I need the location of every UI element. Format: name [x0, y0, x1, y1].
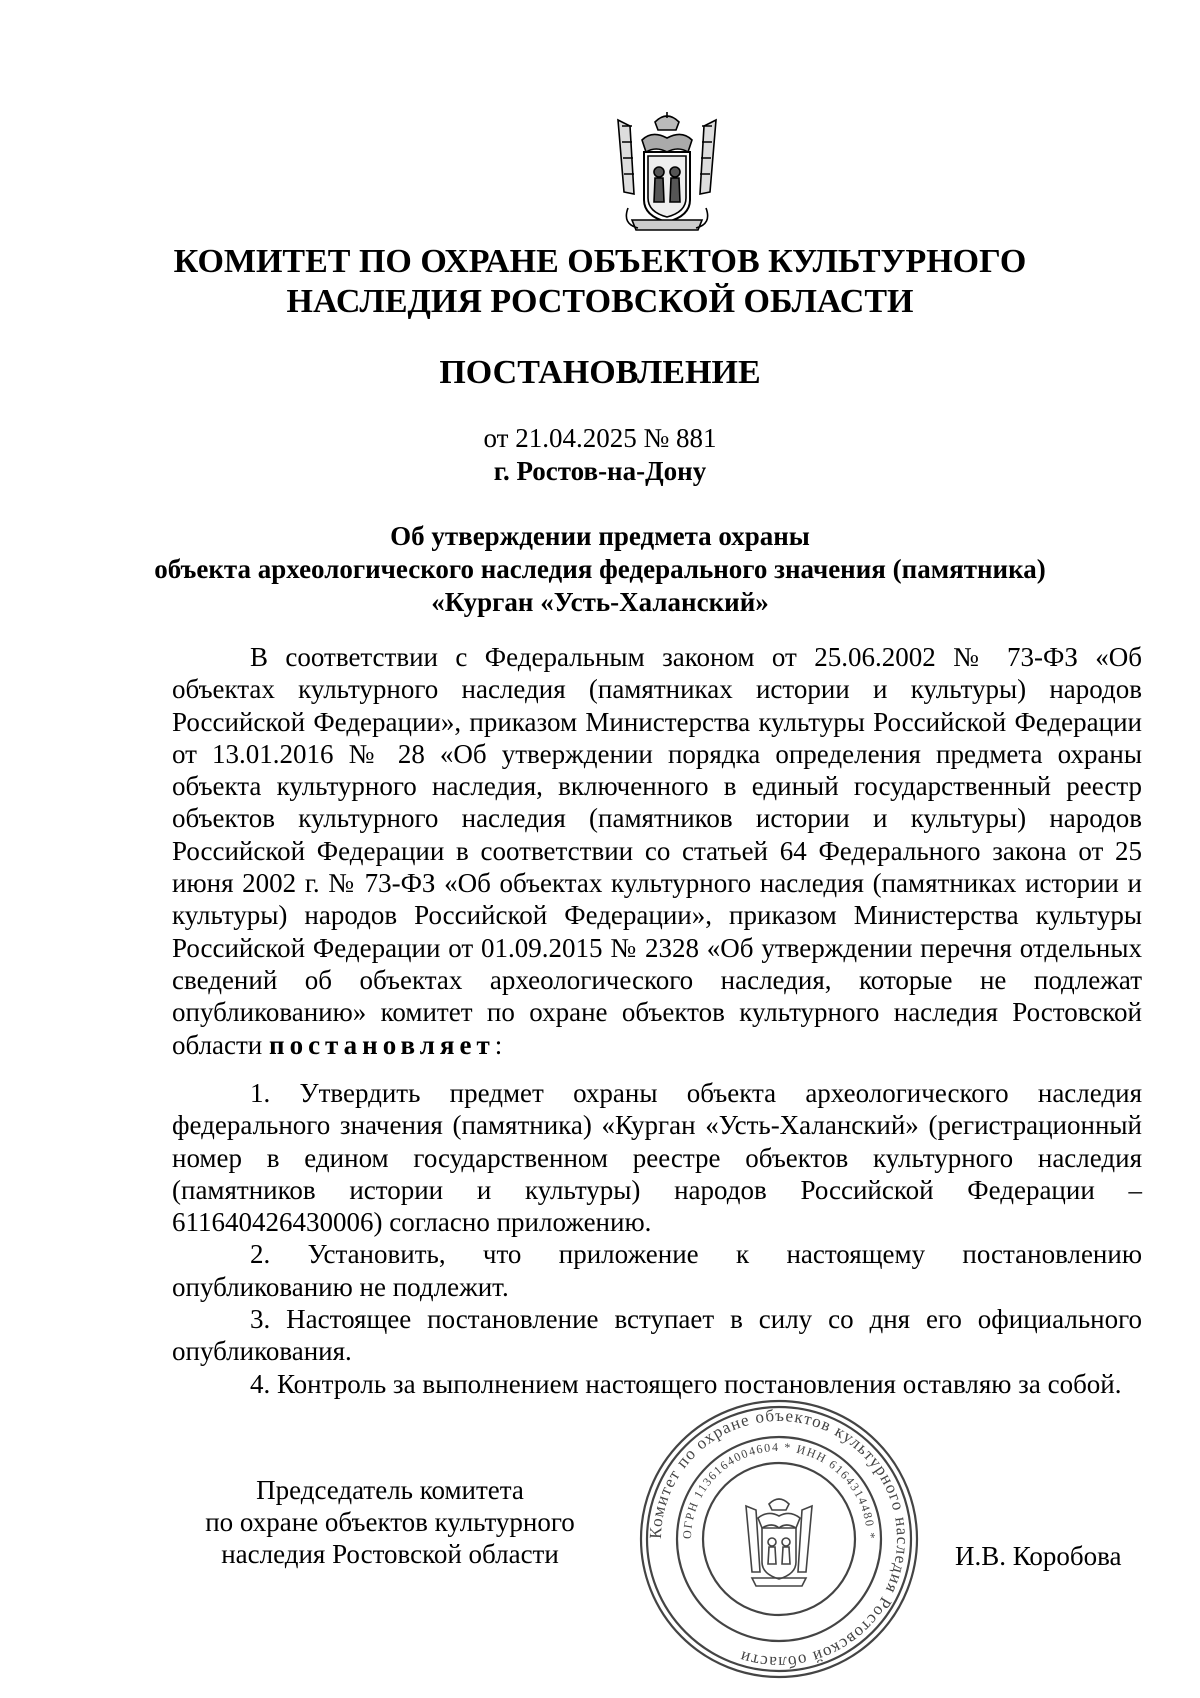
- subject-line3: «Курган «Усть-Халанский»: [431, 587, 769, 617]
- decree-item-3: 3. Настоящее постановление вступает в силу со дня его официального опубликования.: [172, 1304, 1142, 1367]
- preamble-text: В соответствии с Федеральным законом от 25.06.2002 № 73-ФЗ «Об объектах культурного наследия (памятниках истории и культуры) народов Российской Федерации», приказом Министерства культуры Российской Федерации от 13.01.2016 № 28 «Об утверждении порядка определения предмета охраны объекта культурного наследия, включенного в единый государственный реестр объектов культурного наследия (памятников истории и культуры) народов Российской Федерации в соответствии со статьей 64 Федерального закона от 25 июня 2002 г. № 73-ФЗ «Об объектах культурного наследия (памятниках истории и культуры) народов Российской Федерации», приказом Министерства культуры Российской Федерации от 01.09.2015 № 2328 «Об утверждении перечня отдельных сведений об объектах археологического наследия, которые не подлежат опубликованию» комитет по охране объектов культурного наследия Ростовской области: [172, 642, 1142, 1060]
- document-city: г. Ростов-на-Дону: [493, 456, 707, 486]
- preamble: [172, 641, 1142, 1061]
- organization-name-line2: НАСЛЕДИЯ РОСТОВСКОЙ ОБЛАСТИ: [286, 283, 914, 320]
- decree-item-1: 1. Утвердить предмет охраны объекта археологического наследия федерального значения (памятника) «Курган «Усть-Халанский» (регистрационный номер в едином государственном реестре объектов культурного наследия (памятников истории и культуры) народов Российской Федерации – 611640426430006) согласно приложению.: [172, 1078, 1142, 1238]
- organization-name-line1: КОМИТЕТ ПО ОХРАНЕ ОБЪЕКТОВ КУЛЬТУРНОГО: [173, 243, 1027, 280]
- svg-text:ОГРН 1136164004604 * ИНН 61643: [680, 1440, 878, 1540]
- signatory-title: [180, 1474, 600, 1570]
- decree-colon: :: [494, 1029, 503, 1060]
- document-type: ПОСТАНОВЛЕНИЕ: [439, 354, 761, 391]
- signatory-title-line2: по охране объектов культурного: [205, 1507, 575, 1537]
- decree-item-2: 2. Установить, что приложение к настоящему постановлению опубликованию не подлежит.: [172, 1239, 1142, 1302]
- document-date-number: от 21.04.2025 № 881: [483, 423, 717, 453]
- decree-items: [172, 1077, 1142, 1400]
- organization-name: [0, 242, 1200, 322]
- preamble-paragraph: [172, 641, 1142, 1061]
- signatory-title-line1: Председатель комитета: [256, 1475, 524, 1505]
- subject-line2: объекта археологического наследия федерального значения (памятника): [154, 554, 1046, 584]
- seal-inner-text: ОГРН 1136164004604 * ИНН 6164314480 *: [679, 1439, 879, 1541]
- signatory-title-line3: наследия Ростовской области: [221, 1539, 559, 1569]
- coat-of-arms-icon: [612, 112, 722, 234]
- signatory-name: И.В. Коробова: [955, 1541, 1122, 1571]
- decree-item-4: 4. Контроль за выполнением настоящего постановления оставляю за собой.: [250, 1368, 1122, 1399]
- round-seal-icon: [636, 1396, 922, 1682]
- subject-line1: Об утверждении предмета охраны: [390, 521, 810, 551]
- seal-outer-text: Комитет по охране объектов культурного наследия Ростовской области: [645, 1405, 913, 1673]
- decree-word: постановляет: [269, 1029, 495, 1060]
- document-subject: [0, 520, 1200, 619]
